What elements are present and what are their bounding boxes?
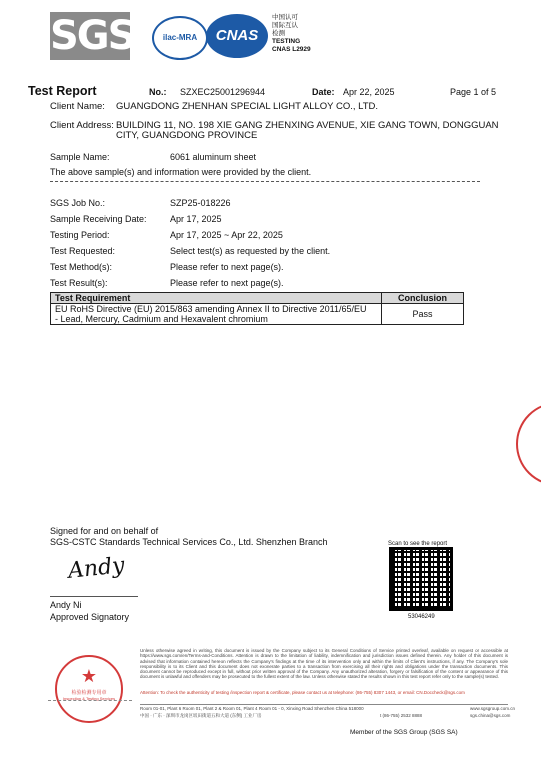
- qr-code-number: 53046249: [408, 614, 435, 620]
- report-no-label: No.:: [149, 87, 167, 97]
- sample-note: The above sample(s) and information were provided by the client.: [50, 167, 312, 177]
- stamp-center-text: 检验检测专用章: [71, 690, 107, 696]
- cnas-testing: TESTING: [272, 38, 301, 45]
- detail-value: Apr 17, 2025: [170, 214, 222, 224]
- detail-label: SGS Job No.:: [50, 198, 106, 208]
- qr-code[interactable]: [392, 550, 450, 608]
- detail-row: [50, 262, 284, 278]
- signature-line: [50, 596, 138, 597]
- detail-label: Testing Period:: [50, 230, 110, 240]
- cnas-number: CNAS L2929: [272, 46, 311, 53]
- detail-row: [50, 198, 231, 214]
- footer-email[interactable]: sgs.china@sgs.com: [470, 713, 511, 718]
- stamp-underline: [48, 700, 132, 701]
- detail-label: Test Result(s):: [50, 278, 108, 288]
- detail-label: Test Method(s):: [50, 262, 113, 272]
- conclusion-cell: Pass: [382, 304, 464, 325]
- client-address-line2: CITY, GUANGDONG PROVINCE: [116, 130, 258, 141]
- footer-phone: t (86-755) 2532 8888: [380, 713, 423, 718]
- detail-value: Please refer to next page(s).: [170, 278, 284, 288]
- requirement-cell: [51, 304, 382, 325]
- requirements-table: [50, 292, 464, 325]
- report-no-value: SZXEC25001296944: [180, 87, 266, 97]
- member-of-sgs: Member of the SGS Group (SGS SA): [350, 729, 458, 736]
- qr-caption: Scan to see the report: [388, 541, 448, 547]
- detail-label: Sample Receiving Date:: [50, 214, 147, 224]
- detail-value: SZP25-018226: [170, 198, 231, 208]
- table-row: [51, 304, 464, 325]
- cnas-logo-text: CNAS: [215, 27, 259, 44]
- detail-value: Select test(s) as requested by the client.: [170, 246, 331, 256]
- detail-row: [50, 230, 283, 246]
- signed-line1: Signed for and on behalf of: [50, 526, 159, 536]
- disclaimer-text: Unless otherwise agreed in writing, this document is issued by the Company subject to its General Conditions of Service printed overleaf, available on request or accessible at https://www.sgs.com/en/Terms-and-Conditions. Attention is drawn to the limitation of liability, indemnification and jurisdiction issues defined therein. Any holder of this document is advised that information contained hereon reflects the Company's findings at the time of its intervention only and within the limits of Client's instructions, if any. The Company's sole responsibility is to its Client and this document does not exonerate parties to a transaction from exercising all their rights and obligations under the transaction documents. This document cannot be reproduced except in full, without prior written approval of the Company. Any unauthorized alteration, forgery or falsification of the content or appearance of this document is unlawful and offenders may be prosecuted to the fullest extent of the law. Unless otherwise stated the results shown in this test report refer only to the sample(s) tested.: [140, 648, 508, 680]
- star-icon: ★: [80, 666, 98, 686]
- report-date-label: Date:: [312, 87, 335, 97]
- footer-web[interactable]: www.sgsgroup.com.cn: [470, 706, 516, 711]
- client-address-label: Client Address:: [50, 120, 114, 131]
- footer-address-en: Room 01-01, Plant 6 Room 01, Plant 2 & Room 01, Plant 4 Room 01 - 0, Xinxing Road Shenzhen China 518000: [140, 706, 364, 711]
- table-header-row: [51, 293, 464, 304]
- red-seal-fragment: [516, 402, 541, 486]
- page-number: Page 1 of 5: [450, 87, 497, 97]
- requirement-line2: - Lead, Mercury, Cadmium and Hexavalent chromium: [55, 314, 268, 324]
- col-requirement: Test Requirement: [51, 293, 382, 304]
- cnas-accreditation-block: [272, 14, 311, 54]
- stamp-bottom-text: Inspection & Testing Services: [62, 696, 116, 701]
- report-date-value: Apr 22, 2025: [343, 87, 395, 97]
- divider: [50, 181, 480, 182]
- ilac-logo-text: ilac-MRA: [162, 33, 198, 42]
- detail-value: Please refer to next page(s).: [170, 262, 284, 272]
- sample-name-value: 6061 aluminum sheet: [170, 152, 257, 162]
- cnas-cn-3: 检测: [272, 30, 285, 37]
- handwritten-signature: Andy: [66, 553, 126, 584]
- col-conclusion: Conclusion: [382, 293, 464, 304]
- detail-label: Test Requested:: [50, 246, 116, 256]
- cnas-cn-1: 中国认可: [272, 14, 298, 21]
- ilac-logo: [152, 16, 208, 60]
- client-address-line1: BUILDING 11, NO. 198 XIE GANG ZHENXING AVENUE, XIE GANG TOWN, DONGGUAN: [116, 120, 499, 131]
- client-name-label: Client Name:: [50, 101, 105, 112]
- details-block: [50, 198, 331, 294]
- footer-address-cn: 中国 · 广东 · 深圳市龙岗区坂田街道五和大道 (东侧) 工业厂房: [140, 713, 262, 718]
- detail-value: Apr 17, 2025 ~ Apr 22, 2025: [170, 230, 283, 240]
- requirement-line1: EU RoHS Directive (EU) 2015/863 amending Annex II to Directive 2011/65/EU: [55, 304, 367, 314]
- company-stamp: [55, 655, 123, 723]
- cnas-logo: [206, 14, 268, 58]
- report-title: Test Report: [28, 84, 97, 98]
- signed-line2: SGS-CSTC Standards Technical Services Co., Ltd. Shenzhen Branch: [50, 537, 328, 547]
- sample-name-label: Sample Name:: [50, 152, 110, 162]
- attention-text: Attention: To check the authenticity of testing /inspection report & certificate, please contact us at telephone: (86-755) 8307 1443, or email: CN.Doccheck@sgs.com: [140, 690, 465, 695]
- signatory-name: Andy Ni: [50, 600, 82, 610]
- signatory-title: Approved Signatory: [50, 612, 130, 622]
- detail-row: [50, 246, 331, 262]
- detail-row: [50, 214, 222, 230]
- cnas-cn-2: 国际互认: [272, 22, 298, 29]
- sgs-logo: SGS: [50, 13, 135, 59]
- client-name-value: GUANGDONG ZHENHAN SPECIAL LIGHT ALLOY CO., LTD.: [116, 101, 379, 112]
- footer-divider: [140, 704, 508, 705]
